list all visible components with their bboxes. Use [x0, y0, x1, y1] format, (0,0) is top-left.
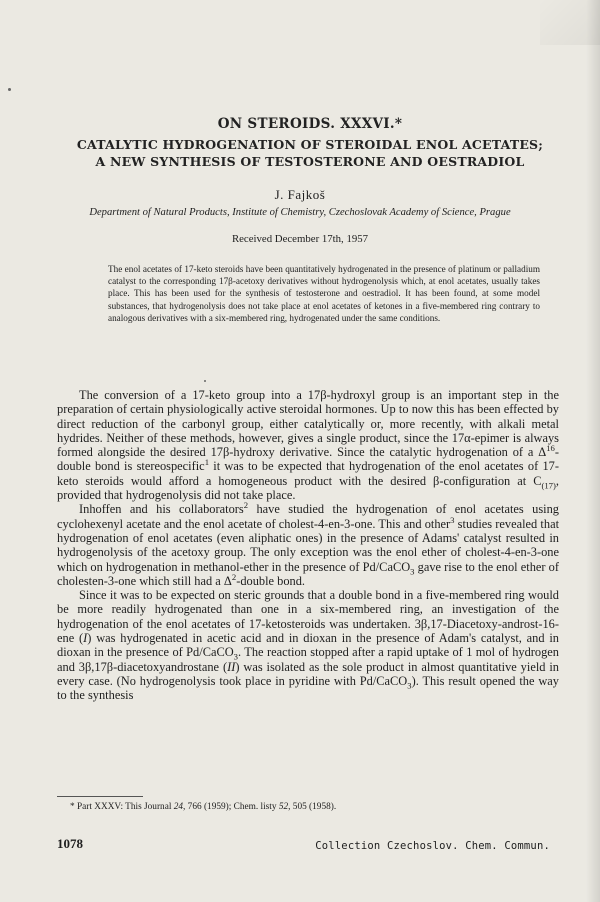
paper-title-line2: A NEW SYNTHESIS OF TESTOSTERONE AND OESTRADIOL: [95, 154, 525, 169]
text-run: have studied the hydrogenation of enol acetates using cyclohexenyl acetate and the enol acetate of cholest-4-en-3-one. This and other: [57, 502, 560, 531]
text-run: , 766 (1959); Chem. listy: [183, 802, 279, 812]
text-run: Since it was to be expected on steric grounds that a double bond in a five-membered ring would be more readily hydrogenated than one in a six-membered ring, an investigation of the hydrogenation of the enol acetates of 17-ketosteroids was undertaken. 3β,17-Diacetoxy-androst-16-ene (: [57, 588, 559, 646]
footnote-rule: [57, 796, 143, 797]
body-text: [57, 388, 559, 703]
superscript: 16: [546, 443, 555, 454]
superscript: 2: [231, 571, 237, 582]
author-affiliation: Department of Natural Products, Institute of Chemistry, Czechoslovak Academy of Science, Prague: [89, 207, 511, 218]
compound-label: I: [83, 631, 88, 646]
text-run: -double bond is stereospecific: [57, 445, 559, 474]
text-run: ) was isolated as the sole product in almost quantitative yield in every case. (No hydrogenolysis took place in pyridine with Pd/CaCO: [57, 659, 559, 688]
text-run: ). This result opened the way to the synthesis: [57, 673, 559, 703]
text-run: it was to be expected that hydrogenation of the enol acetates of 17-keto steroids would afford a homogeneous product with the desired β-configuration at C: [57, 459, 559, 488]
text-run: . The reaction stopped after a rapid uptake of 1 mol of hydrogen and 3β,17β-diacetoxyandrostane (: [57, 645, 559, 674]
text-run: -double bond.: [236, 573, 306, 588]
reference-mark: 1: [204, 457, 210, 468]
author-name: J. Fajkoš: [274, 187, 326, 202]
body-paragraph-2: [57, 502, 559, 588]
subscript: (17): [541, 480, 556, 491]
text-run: gave rise to the enol ether of cholesten-3-one which still had a Δ: [57, 559, 559, 588]
volume-number: 24: [173, 802, 184, 812]
compound-label: II: [227, 659, 236, 674]
text-run: studies revealed that hydrogenation of enol acetates (even aliphatic ones) in the presence of Adams' catalyst resulted in hydrogenolysis of the acetoxy group. The only exception was the enol ether of cholest-4-en-3-one which on hydrogenation in methanol-ether in the presence of Pd/CaCO: [57, 516, 560, 574]
volume-number: 52: [278, 802, 289, 812]
reference-mark: 2: [243, 500, 249, 511]
scan-speck: [204, 380, 206, 382]
received-date: Received December 17th, 1957: [231, 233, 369, 245]
body-paragraph-3: [57, 588, 559, 702]
reference-mark: 3: [450, 514, 455, 525]
journal-name: Collection Czechoslov. Chem. Commun.: [315, 840, 550, 852]
scan-speck: [8, 88, 11, 91]
abstract: The enol acetates of 17-keto steroids have been quantitatively hydrogenated in the presence of platinum or palladium catalyst to the corresponding 17β-acetoxy derivatives without hydrogenolysis which, at enol acetates, usually takes place. This has been used for the synthesis of testosterone and oestradiol. It has been found, at some model substances, that hydrogenolysis does not take place at enol acetates of ketones in a five-membered ring contrary to analogous derivatives with a six-membered ring, hydrogenated under the same conditions.: [108, 264, 540, 323]
text-run: , 505 (1958).: [288, 802, 337, 812]
subscript: 3: [233, 651, 238, 662]
page-edge-shadow: [586, 0, 600, 902]
text-run: Inhoffen and his collaborators: [79, 502, 244, 517]
series-title: ON STEROIDS. XXXVI.*: [217, 116, 403, 132]
paper-title-line1: CATALYTIC HYDROGENATION OF STEROIDAL ENOL ACETATES;: [76, 137, 544, 152]
text-run: The conversion of a 17-keto group into a 17β-hydroxyl group is an important step in the preparation of certain physiologically active steroidal hormones. Up to now this has been effected by direct reduction of the carbonyl group, either catalytically or, more recently, with alkali metal hydrides. Neither of these methods, however, gives a single product, since the 17α-epimer is always formed alongside the desired 17β-hydroxy derivative. Since the catalytic hydrogenation of a Δ: [57, 388, 559, 460]
footnote: [70, 802, 560, 812]
subscript: 3: [407, 680, 412, 691]
page-number: 1078: [57, 836, 83, 851]
text-run: ) was hydrogenated in acetic acid and in dioxan in the presence of Adam's catalyst, and in dioxan in the presence of Pd/CaCO: [57, 631, 560, 660]
body-paragraph-1: [57, 388, 559, 502]
subscript: 3: [410, 566, 415, 577]
text-run: * Part XXXV: This Journal: [70, 802, 174, 812]
page-corner-shading: [540, 0, 600, 45]
text-run: , provided that hydrogenolysis did not take place.: [57, 473, 559, 503]
